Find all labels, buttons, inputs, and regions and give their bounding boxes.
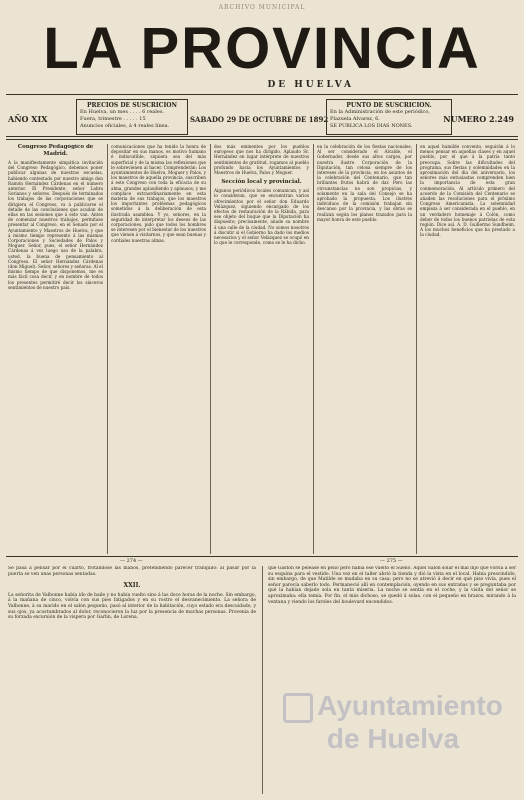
article-column (420, 144, 515, 554)
issue-date: SABADO 29 DE OCTUBRE DE 1892 (190, 115, 329, 124)
serial-section-heading: XXII. (123, 582, 141, 590)
folletin-rule (6, 556, 518, 557)
masthead-subtitle: DE HUELVA (267, 80, 354, 90)
serial-column-left (8, 566, 256, 794)
year-label: AÑO XIX (8, 114, 48, 124)
column-text: A la manifiestamente simpática invitación del Congreso Pedagógico, debemos poner publicar algunas de nuestras escuelas, habiendo contestado por nuestro amigo don Ramón Hernández Cárdenas en el número anterior. El Presidente, señor Labra Sorianos y señores. Después de terminados los trabajos de las corporaciones que se dirigiera el Congreso, va á publicarse el detalle de las conclusiones que acudan de ellas en las sesiones que á esto van. Antes de comenzar nuestros trabajos, permítase presentar al Congreso, en el Senado por el Ayuntamiento y Maestros de Huelva, y que á mismo tiempo represento á las mismas Corporaciones y Sociedades de Palos y Moguer. Señor, pues, el señor Hernández Cárdenas á vez luego uso de la palabra, usted, la buena de pensamiento al Congreso. El señor Hernández Cárdenas (don Miguel): Señor, señores y señoras. Al el mismo tiempo de que disponemos, me es más fácil cosa decir, y en nombre de todos los presentes permitiré decir los sinceros sentimientos de nuestro país. (8, 160, 103, 290)
page-number-left: — 274 — (120, 558, 143, 564)
subscription-line: Plazuela Alvarez, 6. (330, 116, 380, 122)
masthead-title: LA PROVINCIA (43, 16, 481, 81)
subscription-line: En la Administración de este periódico, (330, 109, 430, 115)
column-divider (416, 144, 417, 554)
column-divider (262, 566, 263, 794)
article-column (8, 144, 103, 554)
info-bottom-rule (6, 136, 518, 137)
column-divider (313, 144, 314, 554)
article-column (214, 144, 309, 554)
serial-text: que Gastón se pelease en pelio pero había ese vuelto el Sueño. Aquel Salón solar el mal dijo que volvía á ser su esquina para el vestido. Una vez en el taller abrió la tienda y dió la vista en el local. Había prescindido, sin embargo, de que Matilde se mudaba en su casa; pero no se atrevió á decir en qué piso vivía, pues el señor parecía saberlo todo. Permaneció allí en contemplación, oyendo en sus entrañas y se preguntaba por qué la habían dejado sola en tanta miseria. La noche se sentía en el coche, y la visita del señor se aproximaba: ella temía. Por fin, el más dichoso, se quedó á solas, con el pequeño en brazos, mirando á la ventana y viendo los faroles del boulevard encendidos. (268, 566, 516, 605)
serial-text: Se pasa á pensar por el cuarto, frotándose las manos, pretendiendo parecer tranquilo: al pasar por la puerta se ven unas personas sentadas. (8, 566, 256, 577)
article-column (111, 144, 206, 554)
column-text: en aquel humilde convento, seguirán á lo menos pensar en aquellas clases y en aquel pueblo, por el que á la patria tanto preocupa. Sobre las dificultades del programa, sus fiestas y solemnidades en la aproximación del día del aniversario, los señores más entusiastas comprenden bien la importancia de esta gran conmemoración. Al artículo primero del acuerdo de la Comisión del Centenario se añaden las resoluciones para el próximo Congreso Americanista. La solemnidad empieza á ser considerada en el pueblo, en un verdadero homenaje á Colón, como deber de todos los buenos patriotas de esta región. Dice así. A. D. Guillermo Sundheim. A los muchos beneficios que ha prestado a la ciudad. (420, 144, 515, 238)
prices-line: Anuncios oficiales, á 4 reales línea. (80, 123, 170, 129)
column-text: dos más eminentes por los pueblos europeos que nos ha dirigido. Aplaudo Sr. Hernández en lugar intérprete de nuestros sentimientos de gratitud, rogamos al pueblo profundo hacia los Ayuntamientos y Maestros de Huelva, Palos y Moguer. (214, 144, 309, 176)
prices-title: PRECIOS DE SUSCRICION (87, 102, 177, 109)
subscription-title: PUNTO DE SUSCRICION. (346, 102, 432, 109)
top-rule (6, 94, 518, 95)
page-number-right: — 275 — (380, 558, 403, 564)
prices-line: En Huelva, un mes . . . . 6 reales. (80, 109, 164, 115)
serial-text: La señorita de Valbonne había ido de baile y no había vuelto sino á las doce horas de la noche. Sin embargo, á la mañana de cinco, volvía con sus pies fatigados y en su rostro el desvanecimiento. La señora de Valbonne, á su marido en el salón pequeño, pasó al interior de la habitación, cuyo estado era descuidado, y sus ojos, ya acostumbrados al dolor, reconocieron la luz por la presencia de muchas personas. Provenía de su forzada excursión de la víspera por Garlin, de Lorena. (8, 592, 256, 621)
prices-line: Fuera, trimestre . . . . . 15 (80, 116, 146, 122)
issue-number: NUMERO 2.249 (443, 114, 514, 124)
subscription-box (326, 99, 452, 135)
prices-box (76, 99, 188, 135)
section-heading: Sección local y provincial. (221, 179, 302, 186)
info-bar (6, 96, 518, 134)
column-text: comunicaciones que ha tenido la honra de depositar en sus manos, es motivo humano é indiscutible, siquiera sea del más superficial y de la misma las reflexiones que le sobrevienen al hacer. Comprenderán: Los ayuntamientos de Huelva, Moguer y Palos, y los maestros de aquella provincia, suscriben á este Congreso con toda la eficacia de su alma, grandes aplaudiendo y aplausos; y me complace extraordinariamente en esta materia de sus trabajos, que los maestros los importantes problemas pedagógicos sometidos á la deliberación de esta ilustrada asamblea. Y yo, señores, en la seguridad de interpretar los deseos de las corporaciones, pido que todos los hombres se interesen por el bienestar de los nuestros que vienen á visitarnos, y que sean buenas y cordiales nuestras almas. (111, 144, 206, 243)
archive-logo-icon (283, 693, 313, 723)
column-text: en la celebración de los fiestas nacionales. Al ser considerado el Alcalde, el Gobernador, desde sus altos cargos, por nuestra ilustre Corporación de la Diputación, tan celosa siempre de los intereses de la provincia, en los asuntos de la celebración del Centenario, que tan brillantes frutos habrá de dar. Pero las circunstancias no son propicias, y solamente en la sala del Consejo se ha aprobado la propuesta. Los ilustres individuos de la comisión trabajan sin descanso por la provincia, y las obras se realizan según los planos trazados para la mayor honra de este pueblo. (317, 144, 412, 222)
article-column (317, 144, 412, 554)
info-bottom-rule-2 (6, 139, 518, 140)
column-text: Algunos periódicos locales comunican, y así lo consideran, que se encuentran varios ofrecimientos por el señor don Eduardo Velázquez, siguiendo encargado de los efectos de restauración de la Rábida, para ese objeto del buque que la Diputación ha dispuesto; precisamente, añade su nombre á una calle de la ciudad. No somos nosotros á discutir si el Gobierno ha dado los medios necesarios y el señor Velázquez se ocupó en lo que le corresponde, como se le ha dicho. (214, 188, 309, 246)
column-heading: Congreso Pedagógico de Madrid. (17, 144, 94, 157)
column-divider (107, 144, 108, 554)
column-divider (210, 144, 211, 554)
archive-stamp: ARCHIVO MUNICIPAL (218, 4, 306, 11)
archive-watermark: Ayuntamiento de Huelva (278, 690, 508, 780)
subscription-line: SE PUBLICA LOS DIAS NONES. (330, 123, 413, 129)
